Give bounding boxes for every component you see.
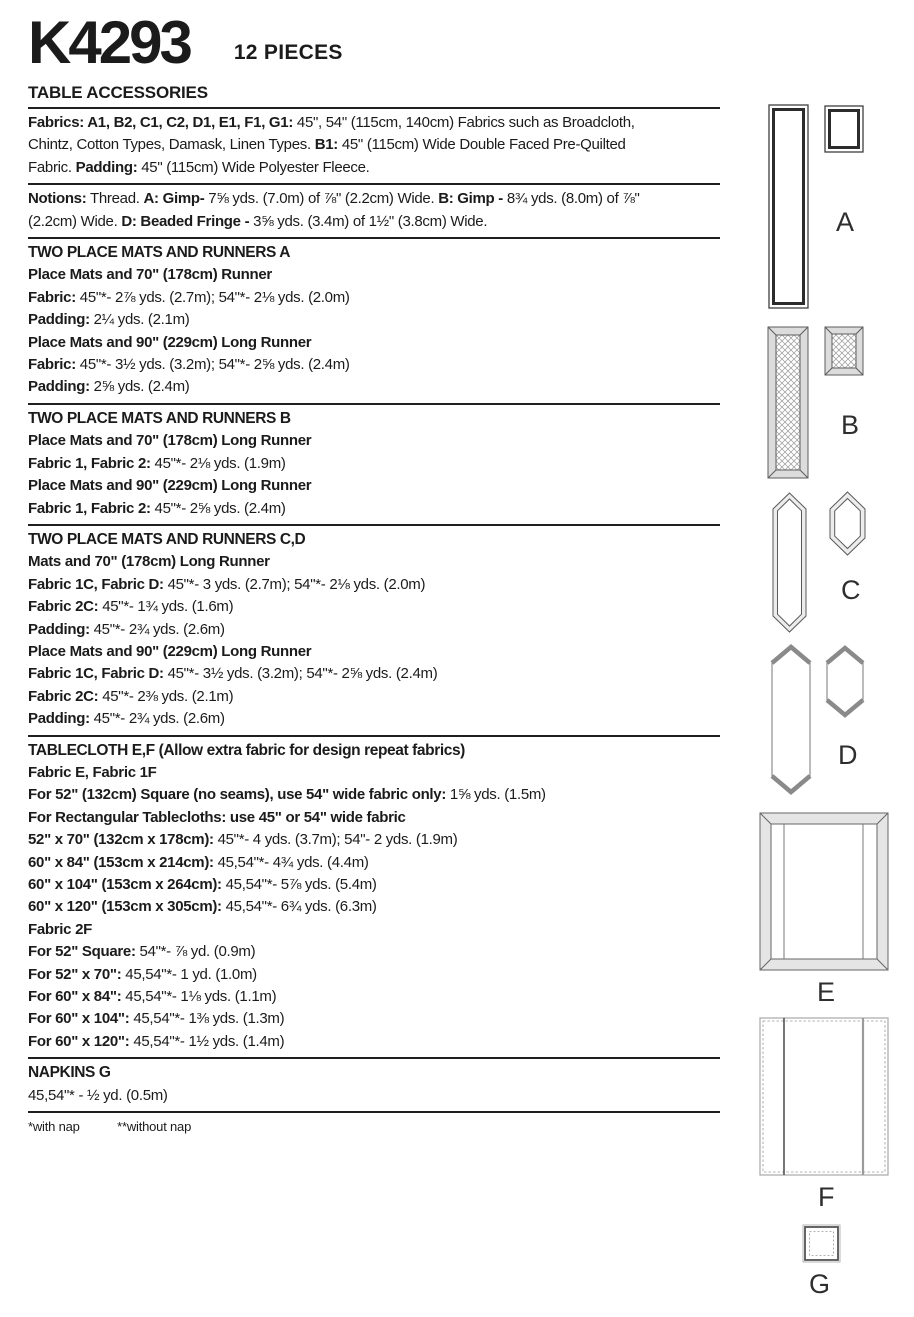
section-heading <box>28 242 720 264</box>
spec-text: 54"*- ⅞ yd. (0.9m) <box>135 943 256 961</box>
piece-g-napkin-diagram <box>803 1225 840 1262</box>
spec-line <box>28 264 720 286</box>
spec-text: Padding: <box>28 710 90 728</box>
piece-b-placemat-diagram <box>825 327 863 375</box>
piece-a-placemat-diagram <box>825 106 863 152</box>
spec-line <box>28 852 720 874</box>
spec-line <box>28 112 720 134</box>
spec-text: 60" x 120" (153cm x 305cm): <box>28 898 222 916</box>
spec-text: 45,54"* - ½ yd. (0.5m) <box>28 1086 168 1104</box>
piece-label-e: E <box>817 977 836 1007</box>
spec-text: 60" x 84" (153cm x 214cm): <box>28 853 214 871</box>
spec-line <box>28 1031 720 1053</box>
category-title: TABLE ACCESSORIES <box>28 83 208 102</box>
spec-text: 45,54"*- 1½ yds. (1.4m) <box>129 1032 285 1050</box>
spec-text: 45"*- 2⅞ yds. (2.7m); 54"*- 2⅛ yds. (2.0m) <box>75 288 350 306</box>
spec-line <box>28 829 720 851</box>
spec-text: 45"*- 2¾ yds. (2.6m) <box>89 710 225 728</box>
spec-text: 60" x 104" (153cm x 264cm): <box>28 876 222 893</box>
spec-text: 45", 54" (115cm, 140cm) Fabrics such as Broadcloth, <box>293 114 635 131</box>
spec-line <box>28 663 720 685</box>
spec-text: 45"*- 4 yds. (3.7m); 54"- 2 yds. (1.9m) <box>213 831 458 849</box>
section-heading <box>28 408 720 430</box>
piece-label-b: B <box>841 410 860 440</box>
spec-text: 45,54"*- 1 yd. (1.0m) <box>121 965 257 983</box>
spec-line <box>28 596 720 618</box>
spec-text: B1: <box>314 136 338 154</box>
spec-text: 45" (115cm) Wide Polyester Fleece. <box>137 158 370 176</box>
spec-text: Place Mats and 90" (229cm) Long Runner <box>28 333 312 351</box>
piece-label-g: G <box>809 1269 831 1299</box>
spec-section-notions <box>28 183 720 237</box>
spec-text: A: Gimp- <box>143 190 205 208</box>
spec-line <box>28 641 720 663</box>
spec-text: Fabric 1C, Fabric D: <box>28 665 164 683</box>
spec-line <box>28 784 720 806</box>
section-heading <box>28 1062 720 1084</box>
spec-text: 45,54"*- 4¾ yds. (4.4m) <box>213 853 369 871</box>
spec-text: 2⅝ yds. (2.4m) <box>89 378 190 396</box>
spec-text: 45"*- 3½ yds. (3.2m); 54"*- 2⅝ yds. (2.4m) <box>75 356 350 374</box>
piece-label-f: F <box>818 1182 835 1212</box>
spec-text: 45"*- 2⅝ yds. (2.4m) <box>150 499 286 517</box>
spec-line <box>28 211 720 233</box>
spec-text: For 60" x 120": <box>28 1032 130 1050</box>
spec-text: For Rectangular Tablecloths: use 45" or 54" wide fabric <box>28 808 406 826</box>
section-heading <box>28 529 720 551</box>
spec-text: Fabric 2F <box>28 920 92 938</box>
spec-text: 8¾ yds. (8.0m) of ⅞" <box>502 190 640 208</box>
footnote <box>28 1111 720 1134</box>
spec-text: Thread. <box>86 190 144 208</box>
spec-text: Fabric. <box>28 158 76 176</box>
spec-text: Fabric: <box>28 288 76 306</box>
piece-c-placemat-diagram <box>830 492 865 555</box>
spec-text: 52" x 70" (132cm x 178cm): <box>28 831 214 849</box>
spec-section-runners-a <box>28 237 720 403</box>
spec-line <box>28 551 720 573</box>
spec-text: Fabric 1, Fabric 2: <box>28 454 151 472</box>
spec-line <box>28 986 720 1008</box>
spec-text: 45,54"*- 6¾ yds. (6.3m) <box>221 898 377 916</box>
spec-section-runners-b <box>28 403 720 524</box>
spec-line <box>28 376 720 398</box>
spec-line <box>28 762 720 784</box>
spec-line <box>28 874 720 896</box>
spec-text: 45"*- 3 yds. (2.7m); 54"*- 2⅛ yds. (2.0m) <box>163 575 426 593</box>
spec-text: Chintz, Cotton Types, Damask, Linen Types. <box>28 136 315 154</box>
piece-b-runner-diagram <box>768 327 808 478</box>
spec-line <box>28 188 720 210</box>
spec-text: 45,54"*- 1⅜ yds. (1.3m) <box>129 1010 285 1028</box>
spec-text: NAPKINS G <box>28 1064 111 1082</box>
piece-label-a: A <box>836 207 855 237</box>
spec-text: For 52" x 70": <box>28 965 122 983</box>
spec-line <box>28 287 720 309</box>
spec-text: For 60" x 104": <box>28 1010 130 1028</box>
spec-line <box>28 134 720 156</box>
spec-text: 7⅝ yds. (7.0m) of ⅞" (2.2cm) Wide. <box>204 190 439 208</box>
piece-c-runner-diagram <box>773 493 806 632</box>
spec-line <box>28 1085 720 1107</box>
pieces-count: 12 PIECES <box>233 41 343 64</box>
spec-line <box>28 574 720 596</box>
spec-text: 45,54"*- 1⅛ yds. (1.1m) <box>121 988 277 1006</box>
spec-text: Padding: <box>28 311 90 329</box>
spec-text: Fabric 1, Fabric 2: <box>28 499 151 517</box>
spec-text: Mats and 70" (178cm) Long Runner <box>28 553 270 571</box>
spec-text: Fabrics: A1, B2, C1, C2, D1, E1, F1, G1: <box>28 114 294 131</box>
spec-text: Fabric E, Fabric 1F <box>28 763 157 781</box>
spec-line <box>28 309 720 331</box>
spec-text: Place Mats and 70" (178cm) Runner <box>28 266 272 284</box>
spec-line <box>28 332 720 354</box>
spec-line <box>28 708 720 730</box>
spec-line <box>28 919 720 941</box>
spec-line <box>28 619 720 641</box>
piece-f-tablecloth-diagram <box>760 1018 888 1175</box>
spec-section-fabrics <box>28 107 720 183</box>
spec-text: 3⅝ yds. (3.4m) of 1½" (3.8cm) Wide. <box>249 212 488 230</box>
spec-text: For 60" x 84": <box>28 988 122 1006</box>
spec-text: B: Gimp - <box>438 190 503 208</box>
spec-text: Fabric 1C, Fabric D: <box>28 575 164 593</box>
piece-d-placemat-diagram <box>827 648 863 715</box>
spec-text: Padding: <box>75 158 138 176</box>
section-heading <box>28 740 720 762</box>
spec-line <box>28 941 720 963</box>
spec-text: (2.2cm) Wide. <box>28 212 122 230</box>
spec-text: 45"*- 2¾ yds. (2.6m) <box>89 620 225 638</box>
piece-e-tablecloth-diagram <box>760 813 888 970</box>
spec-text: 45" (115cm) Wide Double Faced Pre-Quilted <box>337 136 626 154</box>
spec-text: TWO PLACE MATS AND RUNNERS C,D <box>28 530 306 548</box>
spec-text: Place Mats and 70" (178cm) Long Runner <box>28 432 312 450</box>
footnote-without-nap: **without nap <box>117 1119 192 1135</box>
spec-text: 45,54"*- 5⅞ yds. (5.4m) <box>221 876 377 893</box>
spec-text: Place Mats and 90" (229cm) Long Runner <box>28 477 312 495</box>
piece-label-c: C <box>841 575 861 605</box>
spec-line <box>28 896 720 918</box>
spec-line <box>28 475 720 497</box>
spec-text: TABLECLOTH E,F (Allow extra fabric for design repeat fabrics) <box>28 741 465 759</box>
spec-section-napkins-g <box>28 1057 720 1111</box>
spec-text: TWO PLACE MATS AND RUNNERS A <box>28 244 291 262</box>
spec-text: 45"*- 1¾ yds. (1.6m) <box>98 598 234 616</box>
spec-line <box>28 807 720 829</box>
spec-sections <box>28 107 720 1111</box>
spec-text: Notions: <box>28 190 87 208</box>
spec-text: 45"*- 2⅜ yds. (2.1m) <box>98 687 234 705</box>
spec-line <box>28 686 720 708</box>
spec-text: TWO PLACE MATS AND RUNNERS B <box>28 409 291 427</box>
pattern-piece-diagrams <box>740 95 914 1317</box>
header <box>28 9 720 76</box>
spec-section-tablecloth-ef <box>28 735 720 1058</box>
spec-text: 2¼ yds. (2.1m) <box>89 311 190 329</box>
piece-label-d: D <box>838 740 858 770</box>
piece-a-runner-diagram <box>769 105 808 308</box>
spec-text: Fabric: <box>28 356 76 374</box>
spec-section-runners-cd <box>28 524 720 735</box>
pattern-number: K4293 <box>28 9 190 76</box>
spec-line <box>28 453 720 475</box>
spec-text: 45"*- 3½ yds. (3.2m); 54"*- 2⅝ yds. (2.4m) <box>163 665 438 683</box>
spec-line <box>28 430 720 452</box>
spec-line <box>28 157 720 179</box>
piece-d-runner-diagram <box>772 647 810 792</box>
spec-column <box>28 9 720 1135</box>
spec-text: D: Beaded Fringe - <box>121 212 250 230</box>
footnote-with-nap: *with nap <box>28 1119 80 1135</box>
spec-line <box>28 498 720 520</box>
spec-text: 45"*- 2⅛ yds. (1.9m) <box>150 454 286 472</box>
spec-text: Padding: <box>28 620 90 638</box>
spec-line <box>28 1008 720 1030</box>
spec-text: For 52" (132cm) Square (no seams), use 54" wide fabric only: <box>28 786 447 804</box>
spec-text: Place Mats and 90" (229cm) Long Runner <box>28 642 312 660</box>
spec-line <box>28 354 720 376</box>
spec-text: Fabric 2C: <box>28 598 99 616</box>
spec-text: 1⅝ yds. (1.5m) <box>446 786 546 804</box>
spec-line <box>28 964 720 986</box>
spec-text: For 52" Square: <box>28 943 136 961</box>
spec-text: Fabric 2C: <box>28 687 99 705</box>
spec-text: Padding: <box>28 378 90 396</box>
